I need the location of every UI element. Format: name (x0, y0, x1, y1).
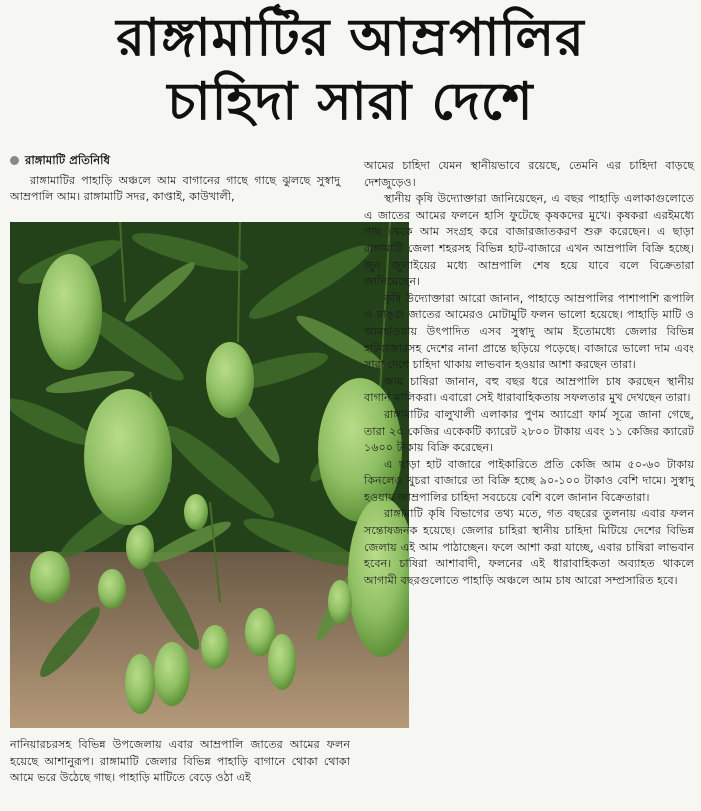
right-paragraph-4: রাঙ্গামাটির বালুখালী এলাকার পুণম অ্যাগ্রো ফার্ম সূত্রে জানা গেছে, তারা ২০ কেজির একেকটি ক্যারেট ২৮০০ টাকায় এবং ১১ কেজির ক্যারেট ১৬০০ টাকায় বিক্রি করেছেন। (364, 407, 694, 455)
bottom-left-column (10, 737, 350, 787)
headline (0, 6, 701, 134)
bottom-paragraph-1: নানিয়ারচরসহ বিভিন্ন উপজেলায় এবার আম্রপালি জাতের আমের ফলন হয়েছে আশানুরূপ। রাঙ্গামাটি জেলার বিভিন্ন পাহাড়ি বাগানে থোকা থোকা আমে ভরে উঠেছে গাছ। পাহাড়ি মাটিতে বেড়ে ওঠা এই (10, 738, 350, 785)
right-column (364, 158, 694, 589)
left-column (10, 152, 340, 206)
headline-line-1: রাঙ্গামাটির আম্রপালির (116, 8, 585, 68)
right-paragraph-1: স্থানীয় কৃষি উদ্যোক্তারা জানিয়েছেন, এ বছর পাহাড়ি এলাকাগুলোতে এ জাতের আমের ফলনে হাসি ফুটেছে কৃষকদের মুখে। কৃষকরা এরইমধ্যে গাছ থেকে আম সংগ্রহ করে বাজারজাতকরণ শুরু করেছেন। এ ছাড়া রাঙ্গামাটি জেলা শহরসহ বিভিন্ন হাট-বাজারে এখন আম্রপালি বিক্রি হচ্ছে। জুন জুলাইয়ের মধ্যে আম্রপালি শেষ হয়ে যাবে বলে বিক্রেতারা জানিয়েছেন। (364, 192, 694, 289)
byline (10, 152, 340, 169)
right-paragraph-6: রাঙ্গামাটি কৃষি বিভাগের তথ্য মতে, গত বছরের তুলনায় এবার ফলন সন্তোষজনক হয়েছে। জেলার চাহিরা স্থানীয় চাহিদা মিটিয়ে দেশের বিভিন্ন জেলায় এই আম পাঠাচ্ছেন। ফলে আশা করা যাচ্ছে, এবার চাষিরা লাভবান হবেন। চাষিরা আশাবাদী, ফলনের এই ধারাবাহিকতা অব্যাহত থাকলে আগামী বছরগুলোতে পাহাড়ি অঞ্চলে আম চাষ আরো সম্প্রসারিত হবে। (364, 507, 694, 587)
right-paragraph-5: এ ছাড়া হাট বাজারে পাইকারিতে প্রতি কেজি আম ৫০-৬০ টাকায় কিনলেও খুচরা বাজারে তা বিক্রি হচ্ছে ৯০-১০০ টাকাও বেশি দামে। সুস্বাদু হওয়ায় আম্রপালির চাহিদা সবচেয়ে বেশি বলে জানান বিক্রেতারা। (364, 457, 694, 504)
right-paragraph-2: কৃষি উদ্যোক্তারা আরো জানান, পাহাড়ে আম্রপালির পাশাপাশি রূপালি ও রাঙ্গু জাতের আমেরও মোটামুটি ফলন ভালো হয়েছে। পাহাড়ি মাটি ও আবহাওয়ায় উৎপাদিত এসব সুস্বাদু আম ইতোমধ্যে জেলার বিভিন্ন হাটবাজারসহ দেশের নানা প্রান্তে ছড়িয়ে পড়েছে। বাজারে ভালো দাম এবং সারা দেশে চাহিদা থাকায় লাভবান হওয়ার আশা করছেন তারা। (364, 291, 694, 372)
bullet-icon (10, 156, 19, 165)
right-paragraph-3: আম চাষিরা জানান, বহু বছর ধরে আম্রপালি চাষ করছেন স্থানীয় বাগান মালিকরা। এবারো সেই ধারাবাহিকতায় সফলতার মুখ দেখছেন তারা। (364, 374, 694, 405)
right-paragraph-0: আমের চাহিদা যেমন স্থানীয়ভাবে রয়েছে, তেমনি এর চাহিদা বাড়ছে দেশজুড়েও। (364, 159, 694, 189)
mango-photo (10, 222, 409, 728)
headline-line-2: চাহিদা সারা দেশে (167, 72, 534, 132)
byline-text: রাঙ্গামাটি প্রতিনিধি (25, 153, 110, 167)
left-paragraph-1: রাঙ্গামাটির পাহাড়ি অঞ্চলে আম বাগানের গাছে গাছে ঝুলছে সুস্বাদু আম্রপালি আম। রাঙ্গামাটি সদর, কাপ্তাই, কাউখালী, (10, 173, 340, 204)
